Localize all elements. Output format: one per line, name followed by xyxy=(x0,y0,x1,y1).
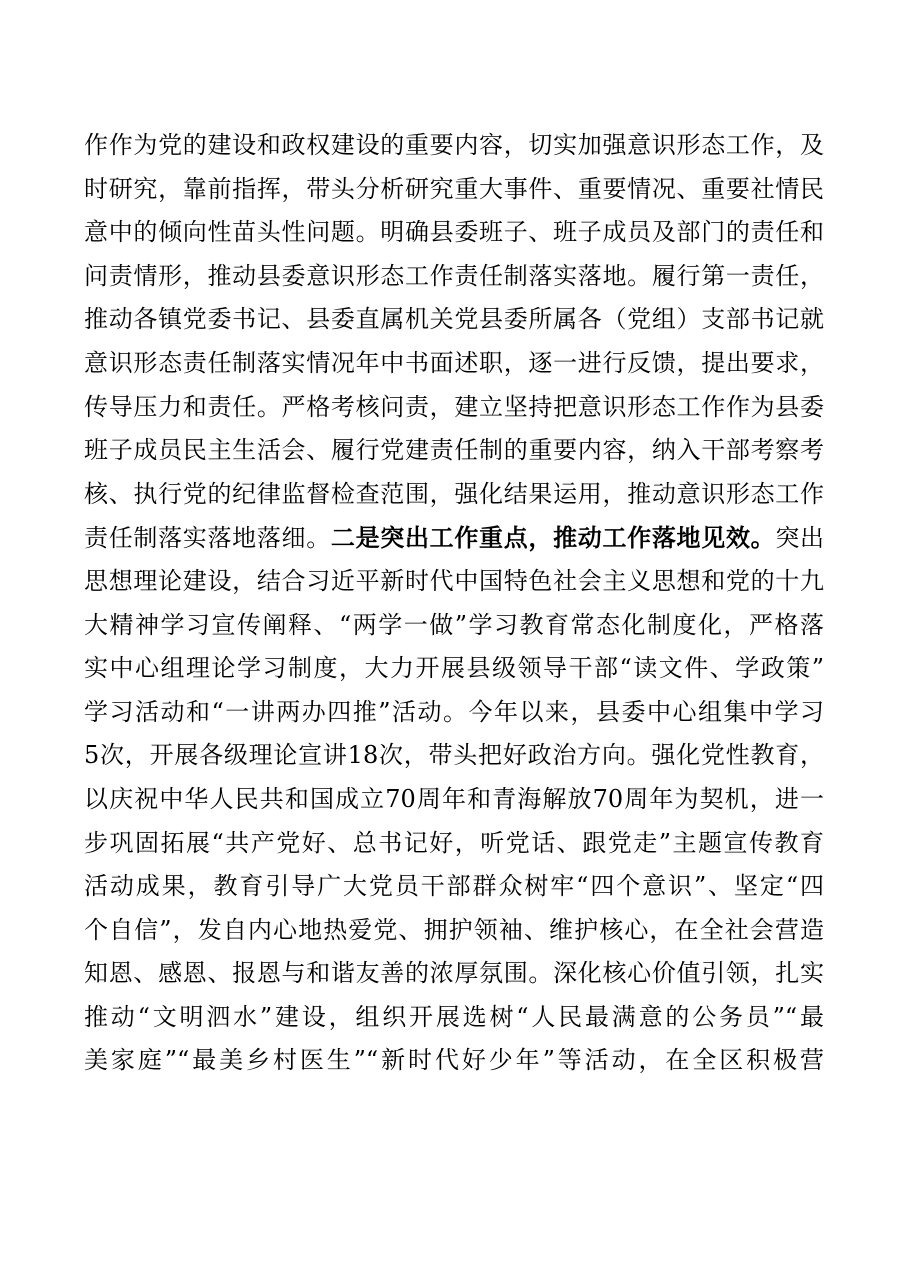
paragraph-line xyxy=(84,429,824,473)
paragraph-line xyxy=(84,124,824,168)
paragraph-line xyxy=(84,560,824,604)
paragraph-line xyxy=(84,255,824,299)
paragraph-line xyxy=(84,342,824,386)
body-text: 知恩、感恩、报恩与和谐友善的浓厚氛围。深化核心价值引领，扎实 xyxy=(84,959,824,988)
body-text: 意中的倾向性苗头性问题。明确县委班子、班子成员及部门的责任和 xyxy=(84,218,824,247)
paragraph-line xyxy=(84,168,824,212)
body-text: 传导压力和责任。严格考核问责，建立坚持把意识形态工作作为县委 xyxy=(84,392,824,421)
body-text: 大精神学习宣传阐释、“两学一做”学习教育常态化制度化，严格落 xyxy=(84,610,824,639)
bold-heading-text: 二是突出工作重点，推动工作落地见效。 xyxy=(330,523,776,553)
paragraph-line xyxy=(84,778,824,822)
paragraph-line xyxy=(84,822,824,866)
body-text: 时研究，靠前指挥，带头分析研究重大事件、重要情况、重要社情民 xyxy=(84,174,824,203)
body-text: 作作为党的建设和政权建设的重要内容，切实加强意识形态工作，及 xyxy=(84,131,824,159)
paragraph-line xyxy=(84,647,824,691)
paragraph-line xyxy=(84,386,824,430)
body-text: 以庆祝中华人民共和国成立70周年和青海解放70周年为契机，进一 xyxy=(84,784,824,813)
paragraph-line xyxy=(84,909,824,953)
body-text: 责任制落实落地落细。 xyxy=(84,524,331,553)
body-text: 核、执行党的纪律监督检查范围，强化结果运用，推动意识形态工作 xyxy=(84,479,824,508)
body-text: 实中心组理论学习制度，大力开展县级领导干部“读文件、学政策” xyxy=(84,654,824,683)
paragraph-line xyxy=(84,211,824,255)
body-text: 问责情形，推动县委意识形态工作责任制落实落地。履行第一责任， xyxy=(84,261,824,290)
body-text: 活动成果，教育引导广大党员干部群众树牢“四个意识”、坚定“四 xyxy=(84,872,824,901)
paragraph-line xyxy=(84,691,824,735)
paragraph-line xyxy=(84,952,824,996)
body-text: 意识形态责任制落实情况年中书面述职，逐一进行反馈，提出要求， xyxy=(84,348,824,377)
body-text: 5次，开展各级理论宣讲18次，带头把好政治方向。强化党性教育， xyxy=(84,741,824,770)
body-text: 推动“文明泗水”建设，组织开展选树“人民最满意的公务员”“最 xyxy=(84,1002,824,1031)
body-text: 美家庭”“最美乡村医生”“新时代好少年”等活动，在全区积极营 xyxy=(84,1046,824,1075)
body-text: 步巩固拓展“共产党好、总书记好，听党话、跟党走”主题宣传教育 xyxy=(84,828,824,857)
paragraph-line xyxy=(84,1039,824,1083)
paragraph-line xyxy=(84,604,824,648)
body-text: 推动各镇党委书记、县委直属机关党县委所属各（党组）支部书记就 xyxy=(84,305,824,334)
paragraph-line xyxy=(84,865,824,909)
document-body xyxy=(84,124,824,1083)
paragraph-line xyxy=(84,996,824,1040)
paragraph-line xyxy=(84,298,824,342)
paragraph-line xyxy=(84,473,824,517)
paragraph-line xyxy=(84,734,824,778)
body-text: 班子成员民主生活会、履行党建责任制的重要内容，纳入干部考察考 xyxy=(84,436,824,465)
paragraph-line xyxy=(84,516,824,560)
body-text: 学习活动和“一讲两办四推”活动。今年以来，县委中心组集中学习 xyxy=(84,697,824,726)
body-text: 思想理论建设，结合习近平新时代中国特色社会主义思想和党的十九 xyxy=(84,566,824,595)
body-text: 突出 xyxy=(775,524,825,553)
body-text: 个自信”，发自内心地热爱党、拥护领袖、维护核心，在全社会营造 xyxy=(84,915,824,944)
